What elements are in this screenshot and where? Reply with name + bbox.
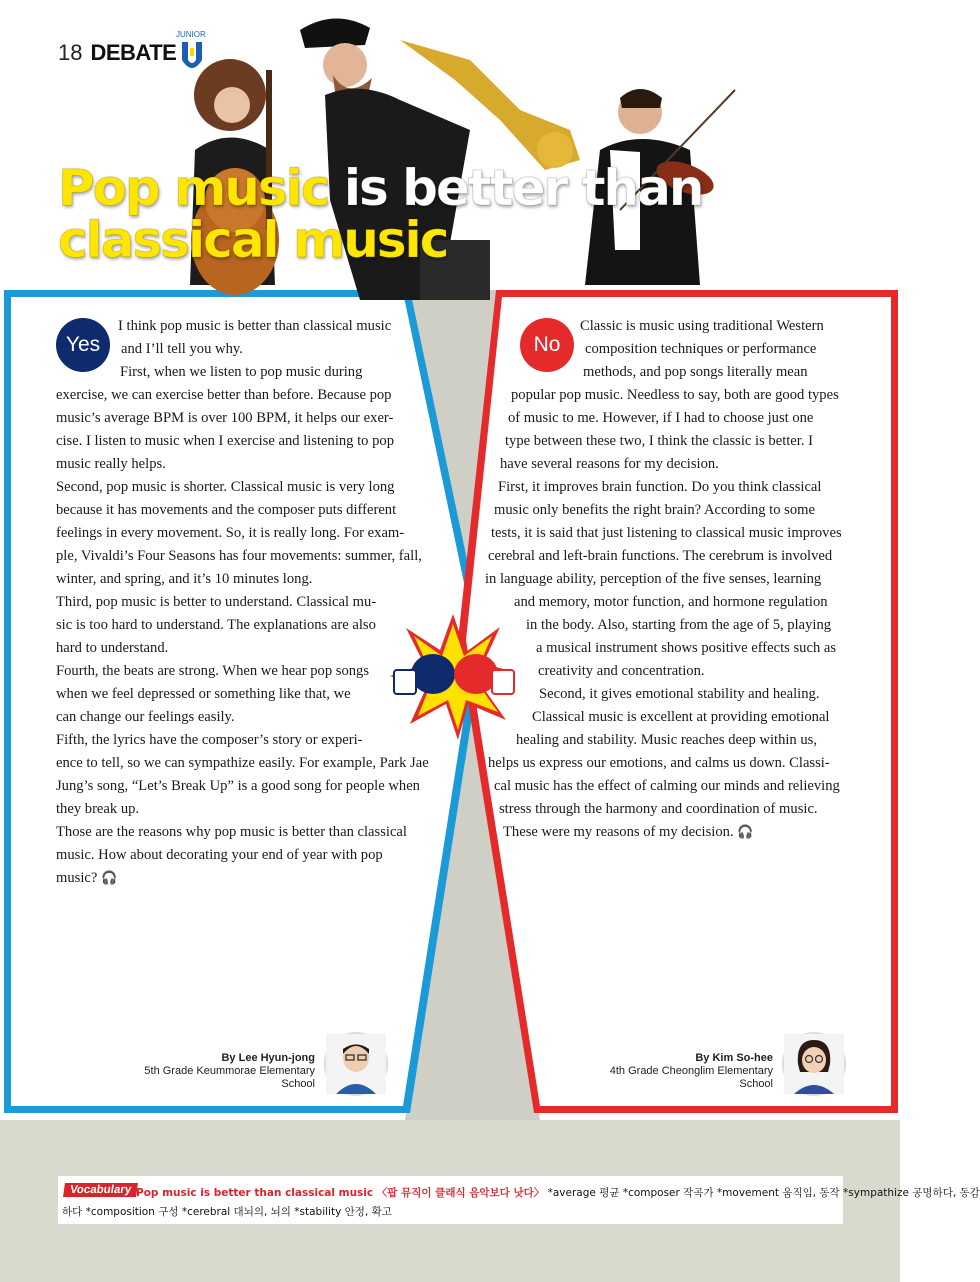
yes-line: they break up.: [56, 801, 140, 817]
yes-author-school: 5th Grade Keummorae Elementary School: [144, 1065, 315, 1090]
no-line: Classic is music using traditional Western: [580, 318, 824, 334]
article-title: Pop music is better than classical music: [58, 159, 703, 269]
blue-glove-icon: [394, 654, 455, 694]
no-line: of music to me. However, if I had to choose just one: [508, 410, 814, 426]
boxing-gloves-burst-icon: [388, 612, 518, 742]
no-line: type between these two, I think the classic is better. I: [505, 433, 814, 449]
vocabulary-tag: Vocabulary: [63, 1183, 138, 1197]
yes-line: cise. I listen to music when I exercise and listening to pop: [56, 433, 395, 449]
no-line: Second, it gives emotional stability and healing.: [539, 686, 820, 702]
yes-line: ple, Vivaldi’s Four Seasons has four movements: summer, fall,: [56, 548, 422, 564]
yes-author-avatar: [324, 1032, 388, 1096]
page-number: 18: [58, 40, 83, 65]
section-title: DEBATE: [90, 40, 177, 65]
yes-line: can change our feelings easily.: [56, 709, 235, 725]
no-line: tests, it is said that just listening to classical music improves: [491, 525, 842, 541]
yes-line: exercise, we can exercise better than before. Because pop: [56, 387, 392, 403]
yes-line: hard to understand.: [56, 640, 169, 656]
no-line: cal music has the effect of calming our minds and relieving: [494, 778, 840, 794]
junior-logo-icon: [172, 26, 212, 72]
yes-line: music. How about decorating your end of year with pop: [56, 847, 383, 863]
yes-line: Fifth, the lyrics have the composer’s story or experi-: [56, 732, 363, 748]
no-line: music only benefits the right brain? According to some: [494, 502, 815, 518]
no-author-school: 4th Grade Cheonglim Elementary School: [609, 1065, 773, 1090]
yes-line: music’s average BPM is over 100 BPM, it helps our exer-: [56, 410, 394, 426]
no-line: These were my reasons of my decision. 🎧: [503, 824, 754, 840]
no-line: healing and stability. Music reaches deep within us,: [516, 732, 817, 748]
yes-line: I think pop music is better than classical music: [118, 318, 392, 334]
yes-badge: Yes: [56, 318, 110, 372]
no-line: and memory, motor function, and hormone regulation: [514, 594, 828, 610]
no-line: in the body. Also, starting from the age of 5, playing: [526, 617, 832, 633]
vocabulary-line: [136, 1185, 980, 1200]
yes-line: feelings in every movement. So, it is really long. For exam-: [56, 525, 405, 541]
no-line: composition techniques or performance: [585, 341, 817, 357]
headphones-icon: 🎧: [737, 825, 754, 840]
no-badge: No: [520, 318, 574, 372]
yes-line: and I’ll tell you why.: [121, 341, 243, 357]
yes-line: Jung’s song, “Let’s Break Up” is a good song for people when: [56, 778, 420, 794]
no-author: [598, 1052, 773, 1091]
no-author-avatar: [782, 1032, 846, 1096]
no-line: have several reasons for my decision.: [500, 456, 719, 472]
yes-line: ence to tell, so we can sympathize easily. For example, Park Jae: [56, 755, 429, 771]
no-line: stress through the harmony and coordination of music.: [499, 801, 818, 817]
no-line: First, it improves brain function. Do you think classical: [498, 479, 822, 495]
yes-line: Those are the reasons why pop music is better than classical: [56, 824, 407, 840]
yes-author: [140, 1052, 315, 1091]
yes-line: sic is too hard to understand. The explanations are also: [56, 617, 376, 633]
yes-line: music? 🎧: [56, 870, 118, 886]
yes-line: Third, pop music is better to understand. Classical mu-: [56, 594, 377, 610]
no-line: popular pop music. Needless to say, both are good types: [511, 387, 839, 403]
no-line: methods, and pop songs literally mean: [583, 364, 808, 380]
yes-line: Second, pop music is shorter. Classical music is very long: [56, 479, 395, 495]
page-header: [58, 40, 176, 66]
vocabulary-headline: Pop music is better than classical music 〈팝 뮤직이 클래식 음악보다 낫다〉: [136, 1187, 545, 1199]
vocabulary-line: 하다 *composition 구성 *cerebral 대뇌의, 뇌의 *stability 안정, 확고: [62, 1206, 392, 1218]
no-line: creativity and concentration.: [538, 663, 705, 679]
no-line: cerebral and left-brain functions. The cerebrum is involved: [488, 548, 833, 564]
yes-line: music really helps.: [56, 456, 166, 472]
vocabulary-terms: *average 평균 *composer 작곡가 *movement 움직임, 동작 *sympathize 공명하다, 동감: [544, 1187, 980, 1199]
no-line: helps us express our emotions, and calms us down. Classi-: [488, 755, 830, 771]
vocabulary-box: [58, 1176, 980, 1224]
svg-text:JUNIOR: JUNIOR: [176, 30, 206, 39]
yes-line: First, when we listen to pop music during: [120, 364, 363, 380]
yes-line: because it has movements and the composer puts different: [56, 502, 397, 518]
red-glove-icon: [454, 654, 514, 694]
yes-line: Fourth, the beats are strong. When we hear pop songs: [56, 663, 370, 679]
no-line: Classical music is excellent at providing emotional: [532, 709, 830, 725]
no-author-name: By Kim So-hee: [695, 1052, 773, 1064]
yes-line: winter, and spring, and it’s 10 minutes long.: [56, 571, 313, 587]
headphones-icon: 🎧: [101, 871, 118, 886]
no-line: a musical instrument shows positive effects such as: [536, 640, 837, 656]
no-line: in language ability, perception of the five senses, learning: [485, 571, 822, 587]
yes-line: when we feel depressed or something like that, we: [56, 686, 351, 702]
yes-author-name: By Lee Hyun-jong: [221, 1052, 315, 1064]
